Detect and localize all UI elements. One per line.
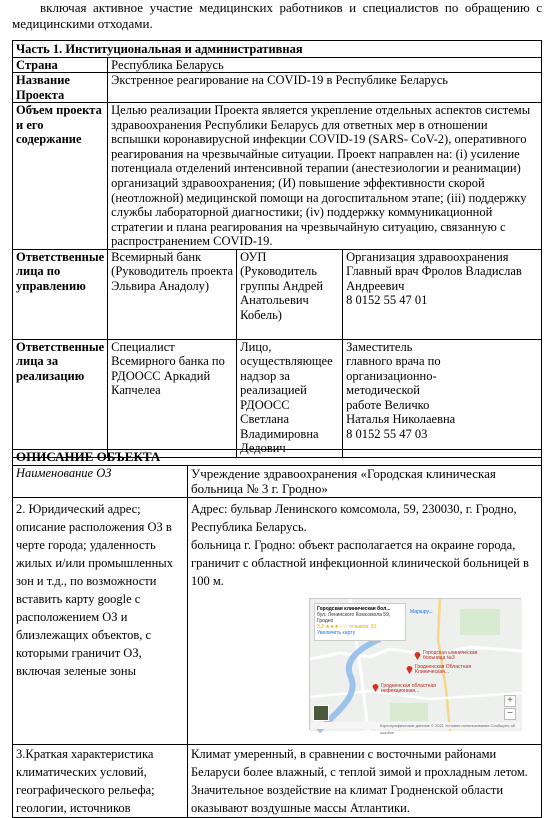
google-map[interactable]: [309, 598, 521, 735]
project-name-label: Название Проекта: [13, 73, 108, 103]
map-card-title: Городская клиническая бол...: [317, 605, 391, 612]
map-zoom-out-button[interactable]: −: [504, 708, 516, 720]
map-pin-label-hospital3: Городская клиническая больница №3: [423, 649, 478, 661]
part1-table: [12, 40, 542, 458]
address-cell: [188, 497, 542, 744]
mgmt-oup: ОУП (Руководитель группы Андрей Анатольевич Кобель): [237, 249, 343, 339]
facility-name-label: Наименование ОЗ: [13, 465, 188, 497]
project-name-value: Экстренное реагирование на COVID-19 в Республике Беларусь: [108, 73, 542, 103]
impl-org-text: Заместитель главного врача по организационно-методической работе Величко Наталья Николаевна: [346, 339, 456, 427]
mgmt-org-line1: Организация здравоохранения: [346, 249, 509, 264]
map-pin-icon[interactable]: [372, 683, 379, 692]
map-pin-label-infectious: Гродненская областная инфекционная...: [381, 682, 436, 694]
impl-worldbank: Специалист Всемирного банка по РДООСС Аркадий Капчелеа: [108, 339, 237, 457]
address-label: 2. Юридический адрес; описание расположения ОЗ в черте города; удаленность жилых и/или промышленных зон и т.д., по возможности вставить карту google с расположением ОЗ и близлежащих объектов, с которыми граничит ОЗ, включая зеленые зоны: [13, 497, 188, 744]
climate-value: Климат умеренный, в сравнении с восточными районами Беларуси более влажный, с теплой зимой и прохладным летом. Значительное воздействие на климат Гродненской области оказывают воздушные массы Атлантики.: [188, 744, 542, 817]
mgmt-org-cell: [343, 249, 542, 339]
map-satellite-toggle[interactable]: [313, 705, 329, 721]
intro-text: включая активное участие медицинских работников и специалистов по обращению с медицинскими отходами.: [12, 0, 542, 31]
part1-title: Часть 1. Институциональная и административная: [13, 41, 542, 58]
mgmt-label: Ответственные лица по управлению: [13, 249, 108, 339]
mgmt-worldbank: Всемирный банк (Руководитель проекта Эльвира Анадолу): [108, 249, 237, 339]
map-card-rating: 3,2 ★★★☆☆ отзывов: 31: [317, 623, 377, 630]
mgmt-org-phone: 8 0152 55 47 01: [346, 293, 428, 308]
map-pin-icon[interactable]: [414, 651, 421, 660]
map-card-enlarge-link[interactable]: Увеличить карту: [317, 629, 356, 636]
map-card-address: бул. Ленинского Комсомола 59, Гродно: [317, 611, 391, 624]
climate-label: 3.Краткая характеристика климатических условий, географического рельефа; геологии, источников: [13, 744, 188, 817]
facility-name-value: Учреждение здравоохранения «Городская клиническая больница № 3 г. Гродно»: [188, 465, 542, 497]
intro-paragraph: [12, 0, 542, 32]
map-pin-label-regional-clinic: Гродненская Областная Клиническая...: [415, 663, 472, 675]
impl-oup: Лицо, осуществляющее надзор за реализацией РДООСС Светлана Владимировна Дедович: [237, 339, 343, 457]
country-value: Республика Беларусь: [108, 57, 542, 73]
map-route-link[interactable]: Маршру...: [410, 608, 433, 615]
map-place-card[interactable]: [314, 603, 406, 641]
map-footer: Картографические данные © 2021 Условия использования Сообщить об ошибке: [310, 722, 520, 729]
location-description: больница г. Гродно: объект располагается на окраине города, граничит с областной инфекционной клинической больницей в 100 м.: [191, 537, 529, 588]
impl-label: Ответственные лица за реализацию: [13, 339, 108, 457]
object-description-title: ОПИСАНИЕ ОБЪЕКТА: [13, 450, 542, 466]
country-label: Страна: [13, 57, 108, 73]
impl-org-cell: [343, 339, 542, 457]
map-zoom-in-button[interactable]: +: [504, 695, 516, 707]
impl-org-phone: 8 0152 55 47 03: [346, 426, 428, 441]
mgmt-org-line2: Главный врач Фролов Владислав Андреевич: [346, 264, 522, 293]
object-description-table: [12, 449, 542, 818]
scope-value: Целью реализации Проекта является укрепление отдельных аспектов системы здравоохранения Республики Беларусь для ответных мер в отношении вспышки коронавирусной инфекции COVID-19 (SARS- CoV-2), оперативного реагирования на чрезвычайные ситуации. Проект направлен на: (i) усиление потенциала отделений интенсивной терапии (анестезиологии и реанимации) организаций здравоохранения; (И) повышение эффективности скорой (неотложной) медицинской помощи на догоспитальном этапе; (iii) поддержку службы лабораторной диагностики; (iv) поддержку коммуникационной стратегии и плана реагирования на чрезвычайную ситуацию, связанную с распространением COVID-19.: [108, 103, 542, 250]
scope-label: Объем проекта и его содержание: [13, 103, 108, 250]
address-line: Адрес: бульвар Ленинского комсомола, 59, 230030, г. Гродно, Республика Беларусь.: [191, 501, 517, 534]
map-pin-icon[interactable]: [406, 665, 413, 674]
